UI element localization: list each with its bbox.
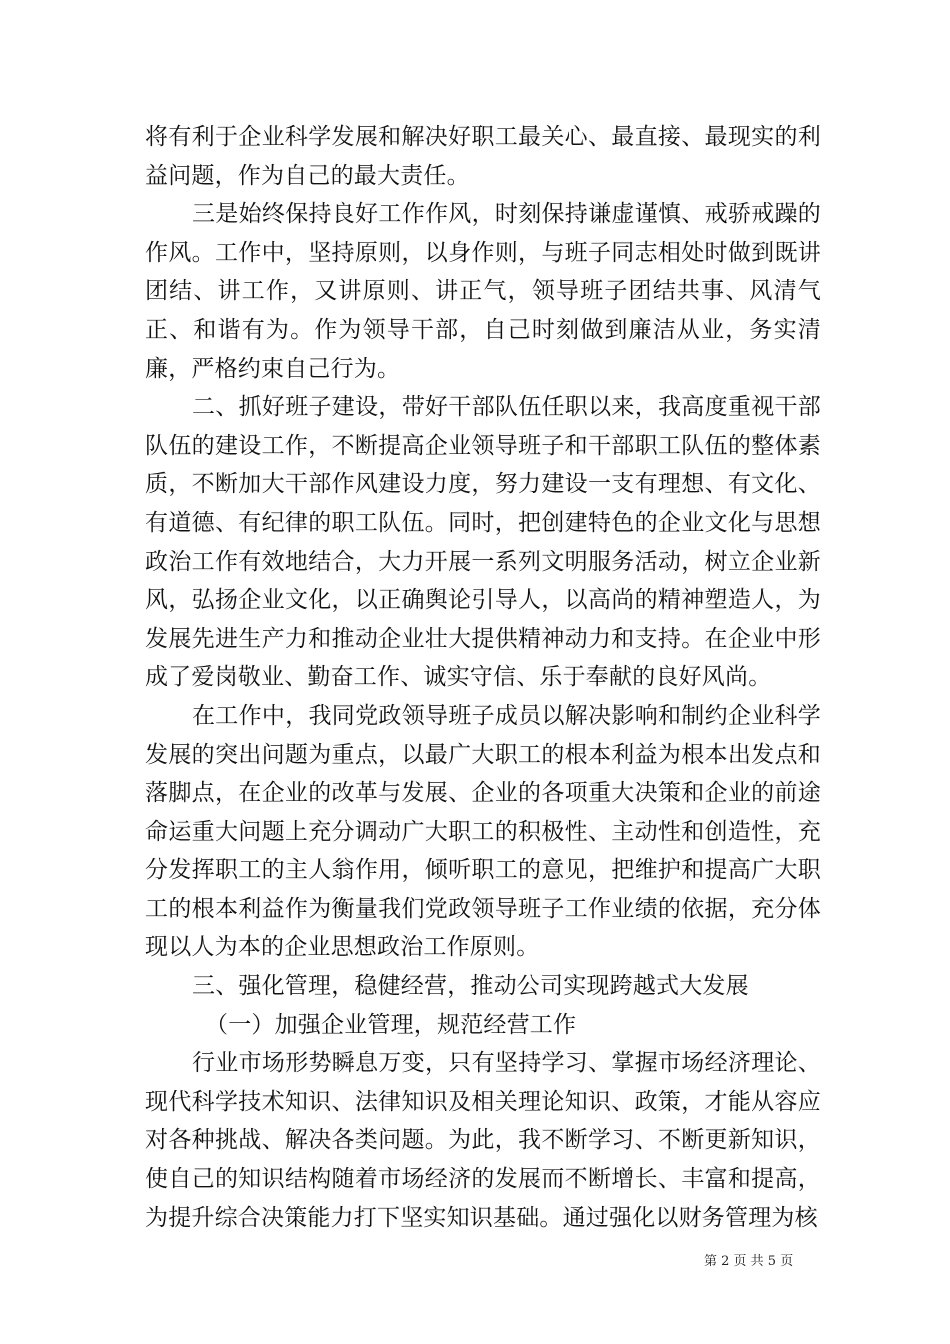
section-heading: 三、强化管理，稳健经营，推动公司实现跨越式大发展 (192, 973, 749, 1000)
paragraph-4: 在工作中，我同党政领导班子成员以解决影响和制约企业科学发展的突出问题为重点，以最广大职工的根本利益为根本出发点和落脚点，在企业的改革与发展、企业的各项重大决策和企业的前途命运重大问题上充分调动广大职工的积极性、主动性和创造性，充分发挥职工的主人翁作用，倾听职工的意见，把维护和提高广大职工的根本利益作为衡量我们党政领导班子工作业绩的依据，充分体现以人为本的企业思想政治工作原则。 (145, 702, 821, 961)
subsection-heading: （一）加强企业管理，规范经营工作 (205, 1011, 577, 1038)
document-body (145, 118, 821, 1237)
paragraph-3: 二、抓好班子建设，带好干部队伍任职以来，我高度重视干部队伍的建设工作，不断提高企业领导班子和干部职工队伍的整体素质，不断加大干部作风建设力度，努力建设一支有理想、有文化、有道德、有纪律的职工队伍。同时，把创建特色的企业文化与思想政治工作有效地结合，大力开展一系列文明服务活动，树立企业新风，弘扬企业文化，以正确舆论引导人，以高尚的精神塑造人，为发展先进生产力和推动企业壮大提供精神动力和支持。在企业中形成了爱岗敬业、勤奋工作、诚实守信、乐于奉献的良好风尚。 (145, 394, 821, 691)
paragraph-2: 三是始终保持良好工作作风，时刻保持谦虚谨慎、戒骄戒躁的作风。工作中，坚持原则，以身作则，与班子同志相处时做到既讲团结、讲工作，又讲原则、讲正气，领导班子团结共事、风清气正、和谐有为。作为领导干部，自己时刻做到廉洁从业，务实清廉，严格约束自己行为。 (145, 201, 821, 382)
page-number-footer: 第 2 页 共 5 页 (704, 1254, 794, 1269)
paragraph-7: 行业市场形势瞬息万变，只有坚持学习、掌握市场经济理论、现代科学技术知识、法律知识及相关理论知识、政策，才能从容应对各种挑战、解决各类问题。为此，我不断学习、不断更新知识，使自己的知识结构随着市场经济的发展而不断增长、丰富和提高，为提升综合决策能力打下坚实知识基础。通过强化以财务管理为核 (145, 1050, 821, 1231)
paragraph-1: 将有利于企业科学发展和解决好职工最关心、最直接、最现实的利益问题，作为自己的最大责任。 (145, 124, 821, 189)
